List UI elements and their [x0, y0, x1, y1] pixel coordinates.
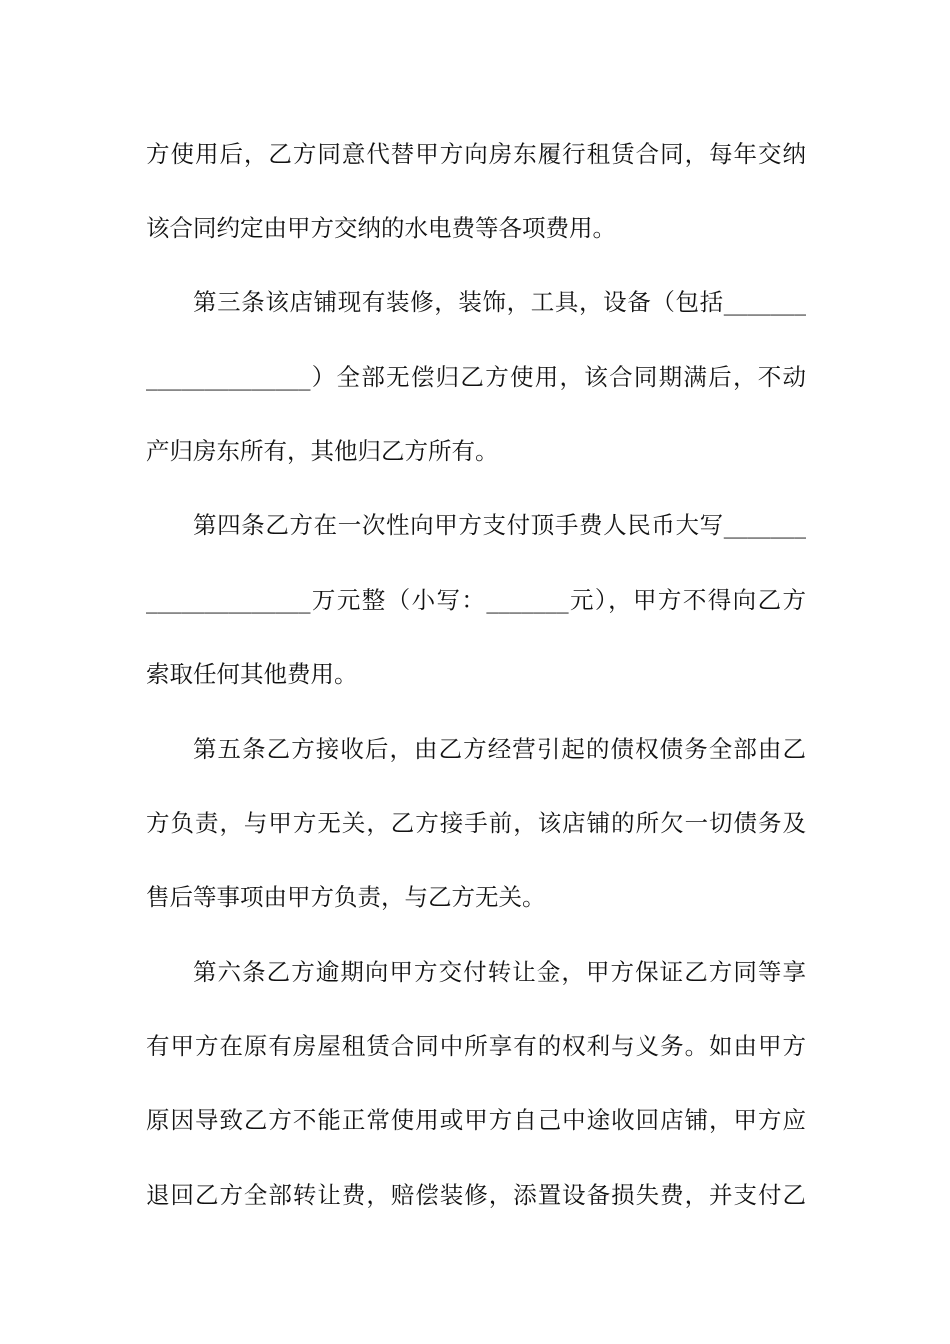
- clause-3-line: 产归房东所有，其他归乙方所有。: [146, 437, 499, 465]
- clause-4-line: 第四条乙方在一次性向甲方支付顶手费人民币大写_______: [193, 511, 806, 539]
- clause-6-line: 原因导致乙方不能正常使用或甲方自己中途收回店铺，甲方应: [146, 1106, 806, 1134]
- clause-3-line: 第三条该店铺现有装修，装饰，工具，设备（包括_______: [193, 288, 806, 316]
- clause-3-line: ______________）全部无偿归乙方使用，该合同期满后，不动: [146, 363, 806, 391]
- clause-6-line: 退回乙方全部转让费，赔偿装修，添置设备损失费，并支付乙: [146, 1181, 806, 1209]
- clause-4-line: 索取任何其他费用。: [146, 660, 358, 688]
- paragraph-line: 方使用后，乙方同意代替甲方向房东履行租赁合同，每年交纳: [146, 140, 806, 168]
- paragraph-line: 该合同约定由甲方交纳的水电费等各项费用。: [146, 214, 616, 242]
- clause-5-line: 第五条乙方接收后，由乙方经营引起的债权债务全部由乙: [193, 735, 806, 763]
- clause-6-line: 有甲方在原有房屋租赁合同中所享有的权利与义务。如由甲方: [146, 1032, 806, 1060]
- clause-5-line: 售后等事项由甲方负责，与乙方无关。: [146, 883, 546, 911]
- clause-5-line: 方负责，与甲方无关，乙方接手前，该店铺的所欠一切债务及: [146, 809, 806, 837]
- clause-4-line: ______________万元整（小写：_______元），甲方不得向乙方: [146, 586, 806, 614]
- clause-6-line: 第六条乙方逾期向甲方交付转让金，甲方保证乙方同等享: [193, 958, 806, 986]
